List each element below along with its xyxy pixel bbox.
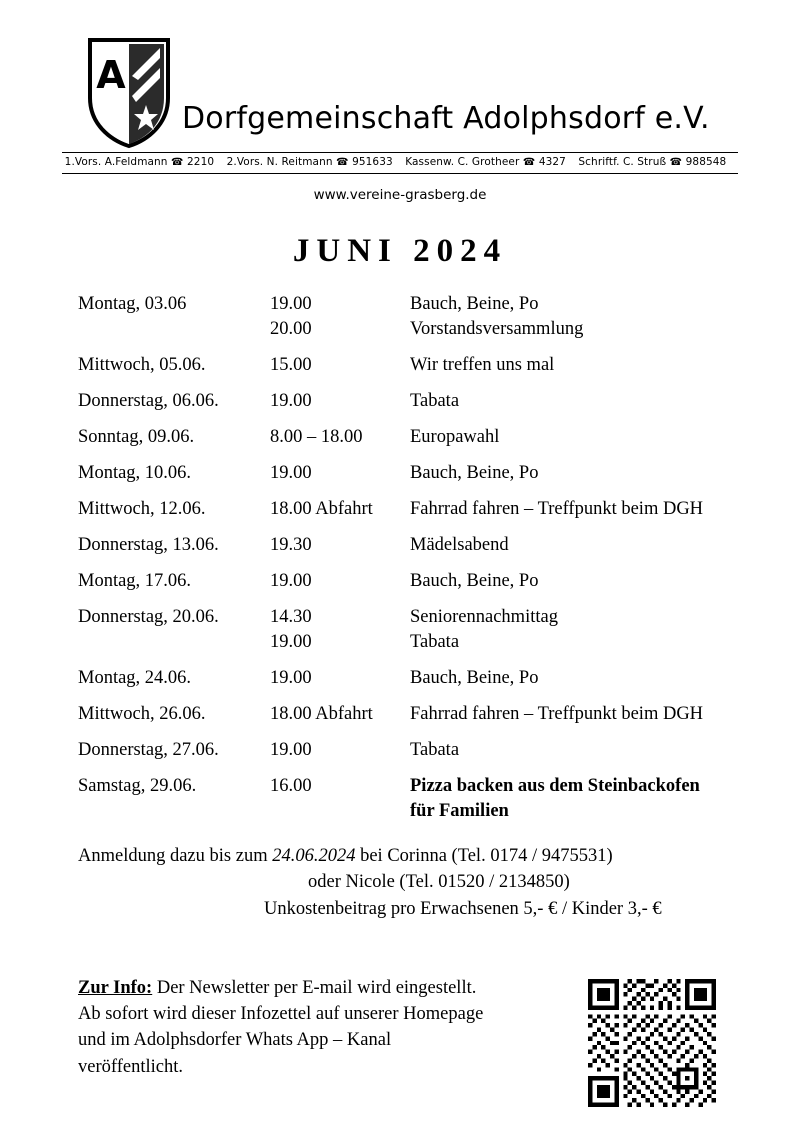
- event-description: Tabata: [410, 739, 460, 760]
- list-item: [78, 292, 738, 342]
- event-time: 20.00: [270, 318, 312, 339]
- phone-icon: ☎: [669, 157, 683, 168]
- event-entries: [270, 292, 738, 342]
- event-entries: [270, 702, 738, 727]
- event-entry: [270, 799, 738, 824]
- event-entry: [270, 389, 738, 414]
- contact-1: [65, 156, 214, 168]
- event-time: 16.00: [270, 775, 312, 796]
- event-description: Bauch, Beine, Po: [410, 667, 539, 688]
- registration-contact-1: bei Corinna (Tel. 0174 / 9475531): [355, 845, 613, 866]
- event-entries: [270, 605, 738, 655]
- phone-icon: ☎: [522, 157, 536, 168]
- event-entries: [270, 569, 738, 594]
- info-label: Zur Info:: [78, 977, 153, 998]
- event-date: Donnerstag, 20.06.: [78, 606, 219, 627]
- list-item: [78, 353, 738, 378]
- contact-4-phone: 988548: [685, 156, 727, 168]
- event-entry: [270, 461, 738, 486]
- registration-block: [62, 835, 738, 923]
- list-item: [78, 605, 738, 655]
- contact-4-role: Schriftf. C. Struß: [578, 156, 667, 168]
- phone-icon: ☎: [171, 157, 184, 168]
- list-item: [78, 461, 738, 486]
- event-date: Sonntag, 09.06.: [78, 426, 195, 447]
- club-crest-icon: [86, 36, 172, 150]
- event-time: 14.30: [270, 606, 312, 627]
- event-entry: [270, 533, 738, 558]
- event-time: 18.00 Abfahrt: [270, 498, 373, 519]
- event-date: Mittwoch, 12.06.: [78, 498, 206, 519]
- event-description: Seniorennachmittag: [410, 606, 558, 627]
- event-entry: [270, 774, 738, 799]
- qr-code-icon[interactable]: [588, 979, 716, 1107]
- info-text-2: Ab sofort wird dieser Infozettel auf unserer Homepage: [78, 1004, 484, 1025]
- org-title: Dorfgemeinschaft Adolphsdorf e.V.: [182, 101, 710, 136]
- event-description: Vorstandsversammlung: [410, 318, 584, 339]
- event-entry: [270, 353, 738, 378]
- list-item: [78, 425, 738, 450]
- contact-2-role: 2.Vors. N. Reitmann: [226, 156, 333, 168]
- registration-prefix: Anmeldung dazu bis zum: [78, 845, 273, 866]
- event-entry: [270, 738, 738, 763]
- event-date: Samstag, 29.06.: [78, 775, 197, 796]
- footer-section: [62, 923, 738, 1107]
- event-description: Fahrrad fahren – Treffpunkt beim DGH: [410, 703, 704, 724]
- list-item: [78, 569, 738, 594]
- event-entry: [270, 497, 738, 522]
- event-entries: [270, 389, 738, 414]
- contact-4: [578, 156, 726, 168]
- event-entry: [270, 569, 738, 594]
- event-description: für Familien: [410, 800, 509, 821]
- contact-1-role: 1.Vors. A.Feldmann: [64, 156, 168, 168]
- website-url[interactable]: www.vereine-grasberg.de: [313, 187, 487, 203]
- contact-3-role: Kassenw. C. Grotheer: [405, 156, 520, 168]
- event-entries: [270, 774, 738, 824]
- event-time: 19.00: [270, 631, 312, 652]
- contact-2-phone: 951633: [352, 156, 393, 168]
- event-description: Europawahl: [410, 426, 500, 447]
- event-date: Mittwoch, 26.06.: [78, 703, 206, 724]
- event-entry: [270, 425, 738, 450]
- event-time: 8.00 – 18.00: [270, 426, 363, 447]
- event-description: Pizza backen aus dem Steinbackofen: [410, 775, 700, 796]
- event-time: 15.00: [270, 354, 312, 375]
- registration-contact-2: oder Nicole (Tel. 01520 / 2134850): [308, 872, 570, 893]
- contact-1-phone: 2210: [187, 156, 215, 168]
- event-date: Donnerstag, 27.06.: [78, 739, 219, 760]
- event-date: Montag, 24.06.: [78, 667, 192, 688]
- event-description: Bauch, Beine, Po: [410, 570, 539, 591]
- info-block: [78, 975, 578, 1080]
- list-item: [78, 738, 738, 763]
- event-time: 19.00: [270, 462, 312, 483]
- event-time: 18.00 Abfahrt: [270, 703, 373, 724]
- contact-line: [62, 153, 738, 171]
- event-description: Tabata: [410, 390, 460, 411]
- event-entry: [270, 605, 738, 630]
- contact-2: [227, 156, 393, 168]
- event-date: Montag, 03.06: [78, 294, 187, 314]
- event-time: 19.00: [270, 294, 312, 314]
- page-title: JUNI 2024: [292, 233, 508, 269]
- schedule-list: [62, 286, 738, 824]
- list-item: [78, 497, 738, 522]
- list-item: [78, 533, 738, 558]
- event-time: 19.00: [270, 667, 312, 688]
- event-description: Tabata: [410, 631, 460, 652]
- event-description: Wir treffen uns mal: [410, 354, 555, 375]
- event-entries: [270, 666, 738, 691]
- event-date: Donnerstag, 13.06.: [78, 534, 219, 555]
- info-line-1: [78, 975, 578, 1001]
- event-description: Bauch, Beine, Po: [410, 294, 539, 314]
- event-entry: [270, 317, 738, 342]
- phone-icon: ☎: [336, 157, 349, 168]
- event-entries: [270, 353, 738, 378]
- registration-deadline: 24.06.2024: [272, 845, 356, 866]
- event-entry: [270, 666, 738, 691]
- svg-text:A: A: [96, 53, 126, 97]
- event-entries: [270, 497, 738, 522]
- contact-3-phone: 4327: [538, 156, 566, 168]
- event-description: Fahrrad fahren – Treffpunkt beim DGH: [410, 498, 704, 519]
- event-time: 19.00: [270, 739, 312, 760]
- event-description: Bauch, Beine, Po: [410, 462, 539, 483]
- info-text-1: Der Newsletter per E-mail wird eingestellt.: [152, 977, 477, 998]
- info-text-3: und im Adolphsdorfer Whats App – Kanal: [78, 1030, 392, 1051]
- document-header: [62, 22, 738, 150]
- registration-fee: Unkostenbeitrag pro Erwachsenen 5,- € / Kinder 3,- €: [264, 899, 662, 920]
- event-description: Mädelsabend: [410, 534, 509, 555]
- contact-3: [405, 156, 566, 168]
- event-time: 19.00: [270, 390, 312, 411]
- event-date: Donnerstag, 06.06.: [78, 390, 219, 411]
- event-entries: [270, 461, 738, 486]
- list-item: [78, 702, 738, 727]
- event-entry: [270, 292, 738, 317]
- event-time: 19.00: [270, 570, 312, 591]
- event-time: 19.30: [270, 534, 312, 555]
- event-date: Montag, 17.06.: [78, 570, 192, 591]
- registration-line-1: [78, 843, 738, 870]
- event-entry: [270, 702, 738, 727]
- event-entry: [270, 630, 738, 655]
- event-date: Montag, 10.06.: [78, 462, 192, 483]
- event-entries: [270, 425, 738, 450]
- event-entries: [270, 738, 738, 763]
- event-entries: [270, 533, 738, 558]
- list-item: [78, 666, 738, 691]
- list-item: [78, 774, 738, 824]
- info-text-4: veröffentlicht.: [78, 1056, 183, 1077]
- event-date: Mittwoch, 05.06.: [78, 354, 206, 375]
- list-item: [78, 389, 738, 414]
